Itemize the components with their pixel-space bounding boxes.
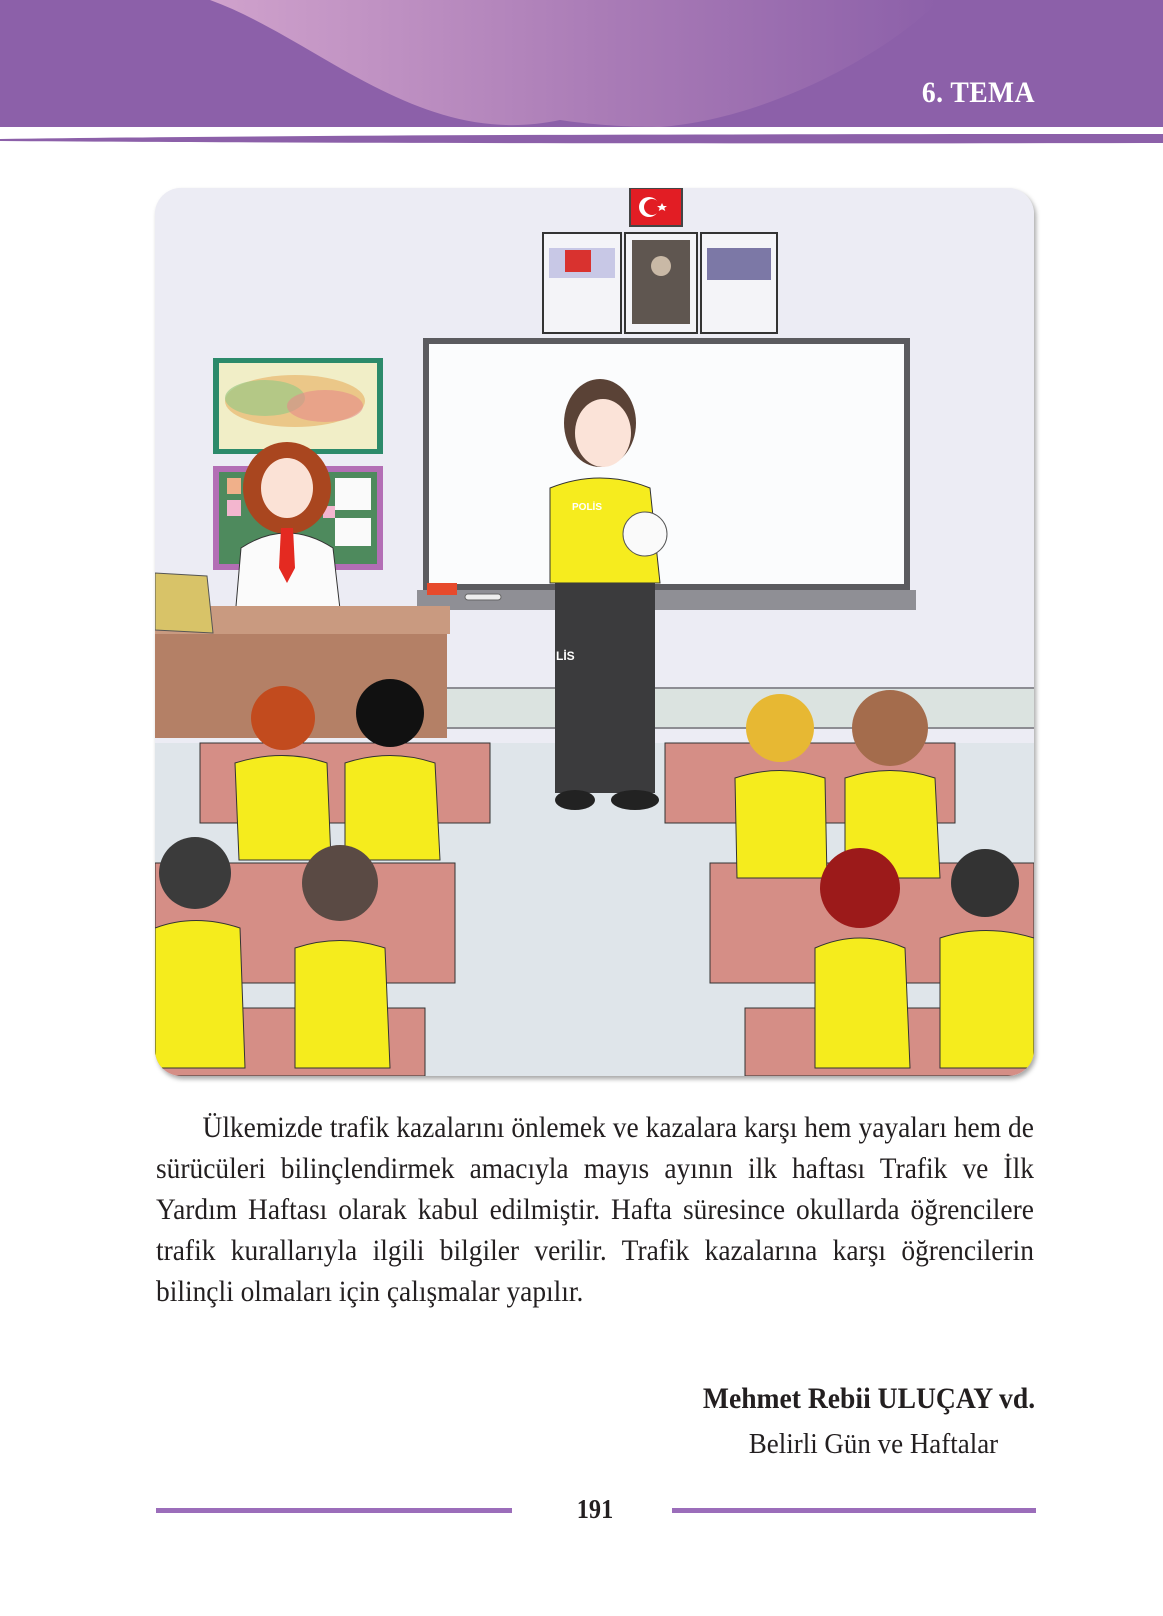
wall-posters xyxy=(543,233,777,333)
classroom-illustration xyxy=(155,188,1034,1076)
header-rule xyxy=(0,130,1163,146)
turkish-flag-icon xyxy=(630,188,682,226)
header-band xyxy=(0,0,1163,127)
theme-title: 6. TEMA xyxy=(921,76,1035,109)
svg-text:POLİS: POLİS xyxy=(572,502,603,513)
page-number: 191 xyxy=(576,1494,614,1524)
turkey-map xyxy=(213,358,383,454)
footer-rule-left xyxy=(156,1508,512,1513)
article-paragraph: Ülkemizde trafik kazalarını önlemek ve kazalara karşı hem yayaları hem de sürücüleri bilinçlendirmek amacıyla mayıs ayının ilk haftası Trafik ve İlk Yardım Haftası olarak kabul edilmiştir. Hafta süresince okullarda öğrencilere trafik kurallarıyla ilgili bilgiler verilir. Trafik kazalarına karşı öğrencilerin bilinçli olmaları için çalışmalar yapılır. xyxy=(156,1112,1034,1308)
footer-rule-right xyxy=(672,1508,1036,1513)
svg-text:LİS: LİS xyxy=(556,649,575,663)
citation-source: Belirli Gün ve Haftalar xyxy=(748,1428,998,1460)
citation-author: Mehmet Rebii ULUÇAY vd. xyxy=(702,1382,1035,1415)
whiteboard xyxy=(417,338,916,610)
